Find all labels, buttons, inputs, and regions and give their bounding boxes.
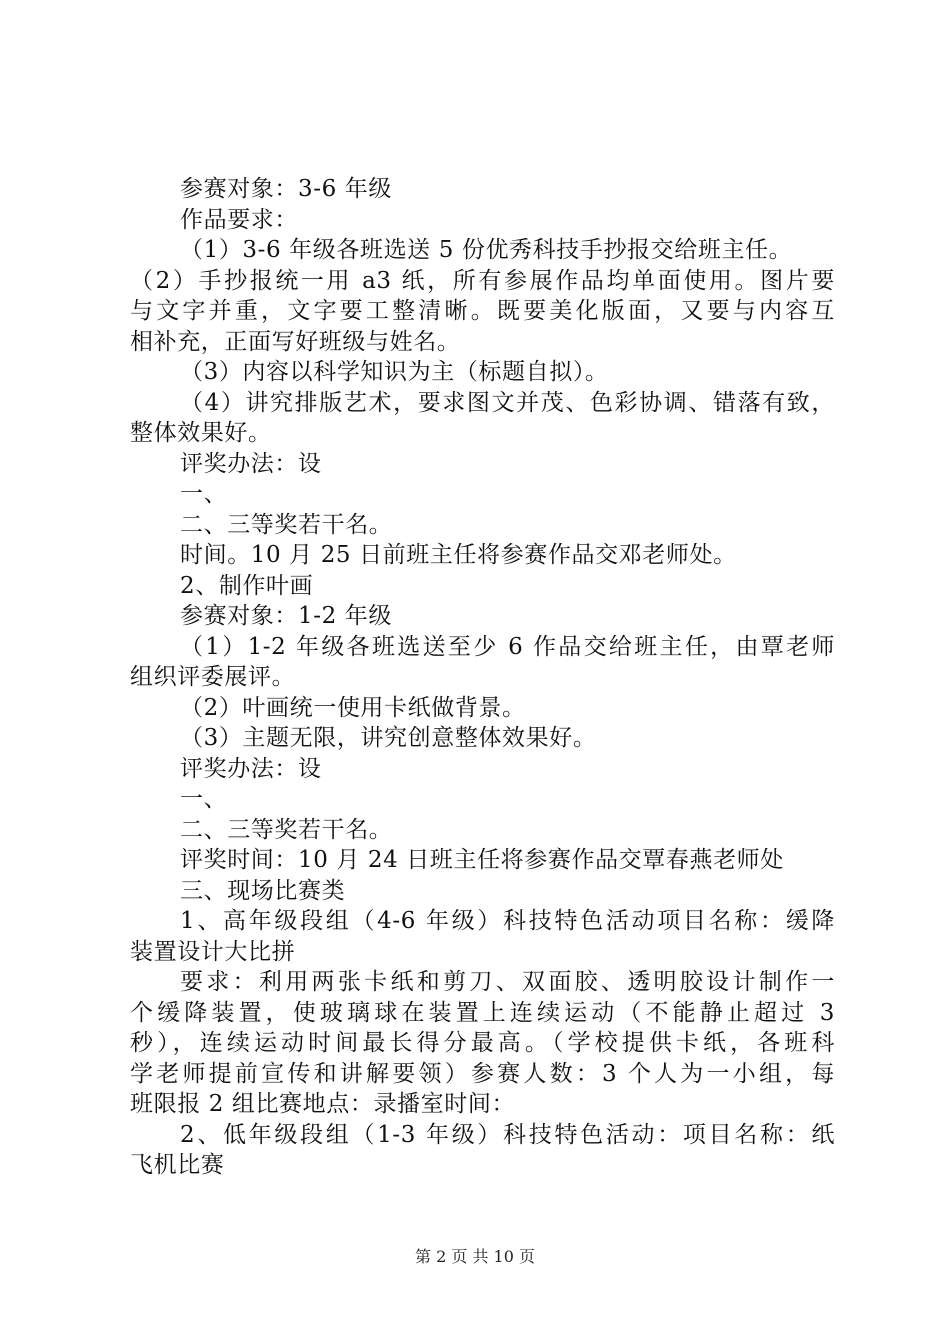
text-line: （1）3-6 年级各班选送 5 份优秀科技手抄报交给班主任。 (180, 237, 793, 263)
text-line: 班限报 2 组比赛地点：录播室时间： (130, 1091, 516, 1117)
text-line: 组织评委展评。 (130, 664, 296, 690)
text-line: 评奖时间：10 月 24 日班主任将参赛作品交覃春燕老师处 (180, 847, 784, 873)
text-line: 个缓降装置，使玻璃球在装置上连续运动（不能静止超过 3 (130, 999, 835, 1026)
text-line: 二、三等奖若干名。 (180, 816, 393, 843)
text-line: （2）叶画统一使用卡纸做背景。 (180, 694, 526, 721)
text-line: 装置设计大比拼 (130, 938, 296, 965)
document-body (130, 174, 835, 1181)
text-line: 三、现场比赛类 (180, 877, 346, 904)
text-line: （4）讲究排版艺术，要求图文并茂、色彩协调、错落有致， (180, 389, 835, 416)
text-line: 与文字并重，文字要工整清晰。既要美化版面，又要与内容互 (130, 298, 835, 324)
text-line: 整体效果好。 (130, 420, 272, 446)
text-line: （1）1-2 年级各班选送至少 6 作品交给班主任，由覃老师 (180, 633, 835, 660)
text-line: 参赛对象：1-2 年级 (180, 603, 392, 629)
text-line: 2、低年级段组（1-3 年级）科技特色活动：项目名称：纸 (180, 1121, 835, 1148)
text-line: （3）内容以科学知识为主（标题自拟）。 (180, 359, 609, 385)
text-line: 要求：利用两张卡纸和剪刀、双面胶、透明胶设计制作一 (180, 969, 835, 995)
text-line: 秒），连续运动时间最长得分最高。（学校提供卡纸，各班科 (130, 1030, 835, 1056)
text-line: 评奖办法：设 (180, 755, 322, 782)
text-line: 时间。10 月 25 日前班主任将参赛作品交邓老师处。 (180, 542, 737, 568)
text-line: 一、 (180, 481, 228, 507)
text-line: 飞机比赛 (130, 1152, 225, 1178)
text-line: 2、制作叶画 (180, 572, 314, 599)
text-line: 一、 (180, 786, 228, 812)
text-line: 1、高年级段组（4-6 年级）科技特色活动项目名称：缓降 (180, 908, 835, 934)
text-line: 二、三等奖若干名。 (180, 511, 393, 538)
text-line: 作品要求： (180, 206, 298, 233)
text-line: 参赛对象：3-6 年级 (180, 176, 392, 202)
text-line: 评奖办法：设 (180, 450, 322, 477)
text-line: （3）主题无限，讲究创意整体效果好。 (180, 725, 597, 751)
text-line: （2）手抄报统一用 a3 纸，所有参展作品均单面使用。图片要 (130, 267, 835, 294)
text-line: 相补充，正面写好班级与姓名。 (130, 328, 461, 355)
page-number-footer: 第 2 页 共 10 页 (415, 1247, 535, 1266)
text-line: 学老师提前宣传和讲解要领）参赛人数：3 个人为一小组，每 (130, 1060, 835, 1087)
